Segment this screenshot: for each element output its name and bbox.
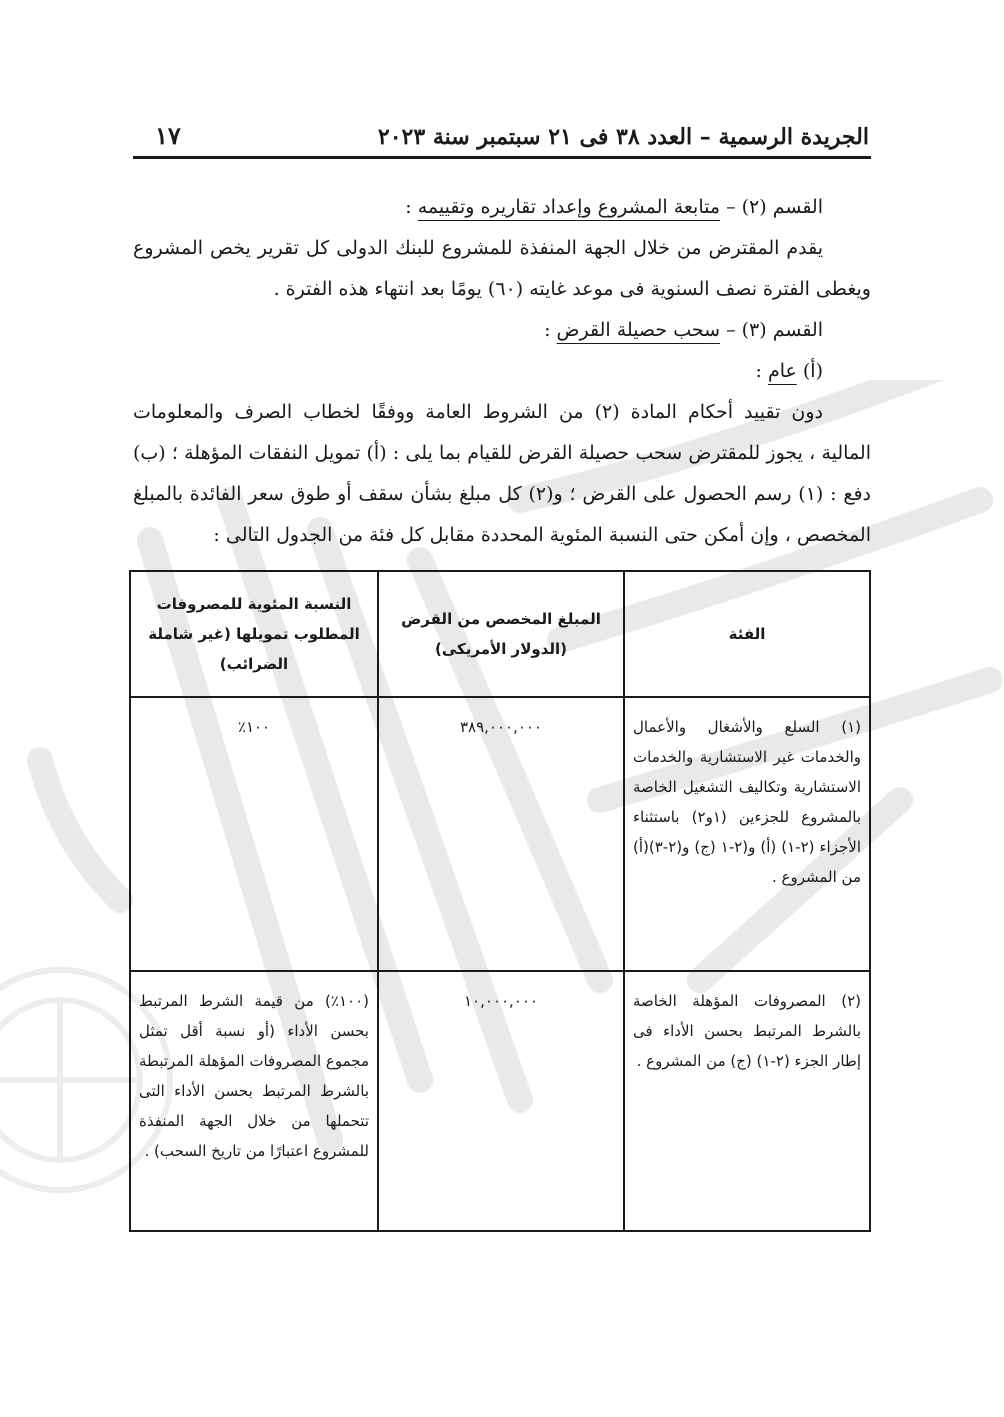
section-2-paragraph: يقدم المقترض من خلال الجهة المنفذة للمشروع للبنك الدولى كل تقرير يخص المشروع ويغطى الفترة نصف السنوية فى موعد غايته (٦٠) يومًا بعد انتهاء هذه الفترة . — [133, 237, 871, 300]
section-2-heading-suffix: : — [405, 196, 418, 218]
section-3-heading-title: سحب حصيلة القرض — [556, 319, 721, 341]
table-row — [130, 971, 870, 1231]
header-amount: المبلغ المخصص من القرض (الدولار الأمريكى) — [378, 571, 624, 697]
section-3-subheading — [133, 351, 871, 392]
section-3-heading — [133, 310, 871, 351]
page-number: ١٧ — [155, 121, 181, 150]
allocation-table — [129, 570, 871, 1232]
page-content — [133, 100, 871, 1232]
row-2-amount: ١٠,٠٠٠,٠٠٠ — [378, 971, 624, 1231]
section-2-heading-title: متابعة المشروع وإعداد تقاريره وتقييمه — [417, 196, 721, 218]
section-3-subheading-title: عام — [767, 360, 797, 382]
table-header-row — [130, 571, 870, 697]
row-1-percentage: ١٠٠٪ — [130, 697, 378, 971]
row-2-category: (٢) المصروفات المؤهلة الخاصة بالشرط المرتبط بحسن الأداء فى إطار الجزء (٢-١) (ج) من المشروع . — [624, 971, 870, 1231]
section-3-heading-suffix: : — [544, 319, 557, 341]
row-2-percentage: (١٠٠٪) من قيمة الشرط المرتبط بحسن الأداء (أو نسبة أقل تمثل مجموع المصروفات المؤهلة المرتبطة بالشرط المرتبط بحسن الأداء التى تتحملها من خلال الجهة المنفذة للمشروع اعتبارًا من تاريخ السحب) . — [130, 971, 378, 1231]
gazette-title: الجريدة الرسمية – العدد ٣٨ فى ٢١ سبتمبر سنة ٢٠٢٣ — [377, 124, 869, 150]
table-row — [130, 697, 870, 971]
section-3-subheading-suffix: : — [755, 360, 768, 382]
row-1-category: (١) السلع والأشغال والأعمال والخدمات غير الاستشارية والخدمات الاستشارية وتكاليف التشغيل الخاصة بالمشروع للجزءين (١و٢) باستثناء الأجزاء (٢-١) (أ) و(٢-١ (ج) و(٢-٣)(أ) من المشروع . — [624, 697, 870, 971]
section-3-heading-prefix: القسم (٣) – — [720, 319, 823, 341]
section-2-heading — [133, 187, 871, 228]
section-3-subheading-prefix: (أ) — [796, 360, 823, 382]
page-header — [133, 100, 871, 159]
header-percentage: النسبة المئوية للمصروفات المطلوب تمويلها (غير شاملة الضرائب) — [130, 571, 378, 697]
header-category: الفئة — [624, 571, 870, 697]
row-1-amount: ٣٨٩,٠٠٠,٠٠٠ — [378, 697, 624, 971]
section-3-paragraph: دون تقييد أحكام المادة (٢) من الشروط العامة ووفقًا لخطاب الصرف والمعلومات المالية ، يجوز للمقترض سحب حصيلة القرض للقيام بما يلى : (أ) تمويل النفقات المؤهلة ؛ (ب) دفع : (١) رسم الحصول على القرض ؛ و(٢) كل مبلغ بشأن سقف أو طوق سعر الفائدة بالمبلغ المخصص ، وإن أمكن حتى النسبة المئوية المحددة مقابل كل فئة من الجدول التالى : — [133, 401, 871, 546]
section-2-heading-prefix: القسم (٢) – — [720, 196, 823, 218]
